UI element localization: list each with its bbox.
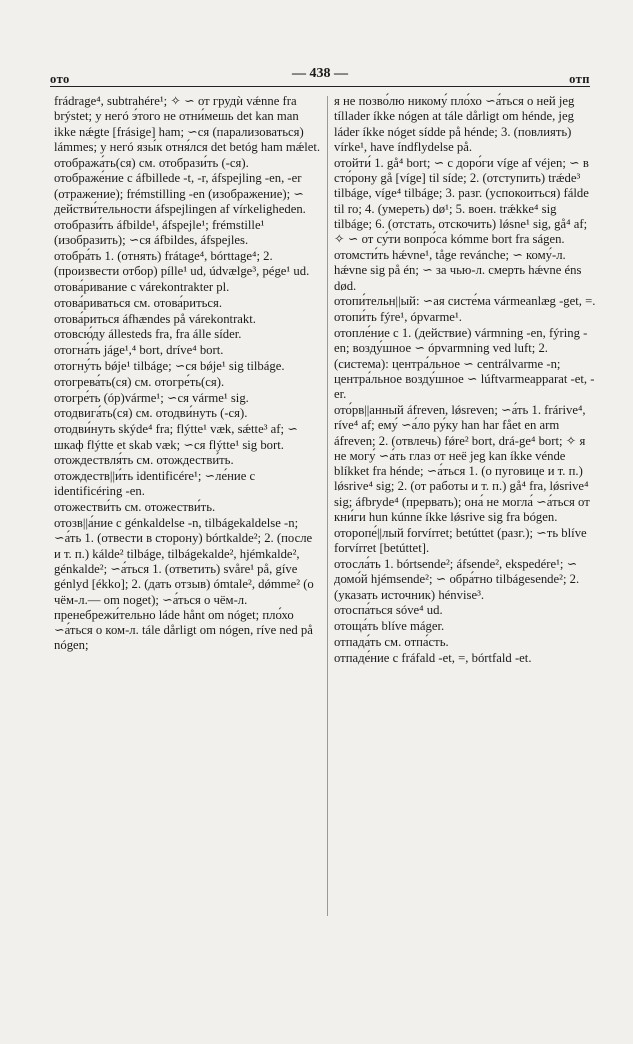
dictionary-entry: отомсти́ть hǽvne¹, tåge revánche; ∽ кому́-л. hǽvne sig på én; ∽ за чью-л. смерть hǽvne éns død. (334, 247, 582, 293)
dictionary-entry: отображе́ние с áfbillede -t, -r, áfspejling -en, -er (отражение); frémstilling -en (изображение); ∽ действи́тельности áfspejlingen af vírkeligheden. (54, 171, 306, 217)
dictionary-entry: отогну́ть bǿje¹ tilbáge; ∽ся bǿje¹ sig tilbáge. (54, 359, 285, 374)
dictionary-entry: отпаде́ние с fráfald -et, =, bórtfald -et. (334, 650, 532, 665)
left-column (54, 94, 322, 654)
running-head (50, 66, 590, 84)
dictionary-entry: отогрева́ть(ся) см. отогре́ть(ся). (54, 374, 225, 389)
dictionary-entry: ото́рв||анный áfreven, lǿsreven; ∽а́ть 1. frárive⁴, ríve⁴ af; ему́ ∽а́ло ру́ку han har fået en arm áfreven; 2. (отвлечь) fǿre² bort, drá-ge⁴ bort; ✧ я не могу́ ∽а́ть глаз от неё jeg kan íkke vénde blíkket fra hénde; ∽а́ться 1. (о пуговице и т. п.) lǿsrive⁴ sig; 2. (от работы и т. п.) gå⁴ fra, lǿsrive⁴ sig; áfbryde⁴ (прервать); она́ не могла́ ∽а́ться от кни́ги hun kúnne íkke lǿsrive sig fra bógen. (334, 402, 590, 525)
dictionary-entry: отобрази́ть áfbilde¹, áfspejle¹; frémstille¹ (изобразить); ∽ся áfbildes, áfspejles. (54, 217, 265, 248)
dictionary-entry: отозв||а́ние с génkaldelse -n, tilbágekaldelse -n; ∽а́ть 1. (отвести в сторону) bórtkalde²; 2. (после и т. п.) kálde² tilbáge, tilbágekalde², hjémkalde², génkalde²; ∽а́ться 1. (ответить) svåre¹ på, gíve génlyd [ékko]; 2. (дать отзыв) ómtale², dǿmme² (о чём-л.— om noget); ∽а́ться о чём-л. пренебрежи́тельно láde hånt om nóget; пло́хо ∽а́ться о ком-л. tále dårligt om nógen, ríve ned på nógen; (54, 516, 314, 653)
dictionary-entry: я не позво́лю никому́ пло́хо ∽а́ться о ней jeg tíllader íkke nógen at tále dårligt om hénde, jeg láder íkke nóget sídde på hénde; 3. (повлиять) vírke¹, have índflydelse på. (334, 94, 575, 154)
guide-word-right: отп (569, 72, 590, 86)
dictionary-entry: отопи́ть fýre¹, óрvarme¹. (334, 310, 462, 325)
dictionary-entry: отова́риваться см. отова́риться. (54, 295, 223, 310)
dictionary-entry: отосла́ть 1. bórtsende²; áfsende², ekspedére¹; ∽ домо́й hjémsende²; ∽ обра́тно tilbágesende²; 2. (указать источник) hénvise³. (334, 556, 580, 602)
dictionary-entry: отодвига́ть(ся) см. отодви́нуть (-ся). (54, 406, 248, 421)
column-gutter (327, 96, 328, 916)
dictionary-entry: отова́риться áfhændes på várekontrakt. (54, 311, 256, 326)
dictionary-entry: frádrage⁴, subtrahére¹; ✧ ∽ от грудѝ vǽnne fra brýstet; у негó э́того не отни́мешь det kan man ikke nǽgte [frásige] ham; ∽ся (парализоваться) lámmes; у негó язы́к отня́лся det betóg ham mǽlet. (54, 94, 321, 154)
dictionary-entry: отодви́нуть skýde⁴ fra; flýtte¹ væk, sǽtte³ af; ∽ шкаф flýtte et skab væk; ∽ся flýtte¹ sig bort. (54, 422, 298, 452)
dictionary-entry: отова́ривание с várekontrakter pl. (54, 280, 230, 295)
dictionary-entry: отогре́ть (óp)várme¹; ∽ся vármе¹ sig. (54, 390, 249, 405)
guide-word-left: ото (50, 72, 70, 86)
dictionary-entry: отпада́ть см. отпа́сть. (334, 634, 449, 649)
page-number: — 438 — (292, 66, 348, 81)
header-rule (50, 86, 590, 87)
dictionary-entry: отобра́ть 1. (отнять) frátage⁴, bórttage⁴; 2. (произвести отбор) pílle¹ ud, údvælge³, pége¹ ud. (54, 248, 310, 279)
dictionary-entry: отобража́ть(ся) см. отобрази́ть (-ся). (54, 155, 249, 170)
dictionary-entry: отогна́ть jáge¹,⁴ bort, dríve⁴ bort. (54, 343, 224, 358)
dictionary-entry: отойти́ 1. gå⁴ bort; ∽ с доро́ги víge af véjen; ∽ в сто́рону gå [víge] til síde; 2. (отступить) trǽde³ tilbáge, víge⁴ tilbáge; 3. разг. (успокоиться) fálde til ro; 4. (умереть) dø¹; 5. воен. trǽkke⁴ sig tilbáge; 6. (отстать, отскочить) lǿsne¹ sig, gå⁴ af; ✧ ∽ от су́ти вопро́са kómme bort fra ságen. (334, 155, 589, 247)
right-column (334, 94, 596, 666)
dictionary-entry: отожестви́ть см. отожестви́ть. (54, 500, 216, 515)
dictionary-entry: отовсю́ду állesteds fra, fra álle síder. (54, 327, 242, 342)
dictionary-entry: отопи́тельн||ый: ∽ая систе́ма vármeanlæg -get, =. (334, 294, 596, 309)
dictionary-entry: отопле́ние с 1. (действие) vármning -en, fýring -en; возду́шное ∽ óрvarmning ved luft; 2. (система): центра́льное ∽ centrálvarme -n; центра́льное возду́шное ∽ lúftvarmeapparat -et, -er. (334, 325, 595, 402)
dictionary-entry: отождеств||и́ть identificére¹; ∽ле́ние с identificéring -en. (54, 469, 256, 499)
dictionary-entry: отоща́ть blíve máger. (334, 619, 445, 634)
dictionary-entry: оторопе́||лый forvírret; betúttet (разг.); ∽ть blíve forvírret [betúttet]. (334, 525, 587, 556)
dictionary-entry: отоспа́ться sóve⁴ ud. (334, 603, 443, 618)
dictionary-entry: отождествля́ть см. отождестви́ть. (54, 453, 234, 468)
